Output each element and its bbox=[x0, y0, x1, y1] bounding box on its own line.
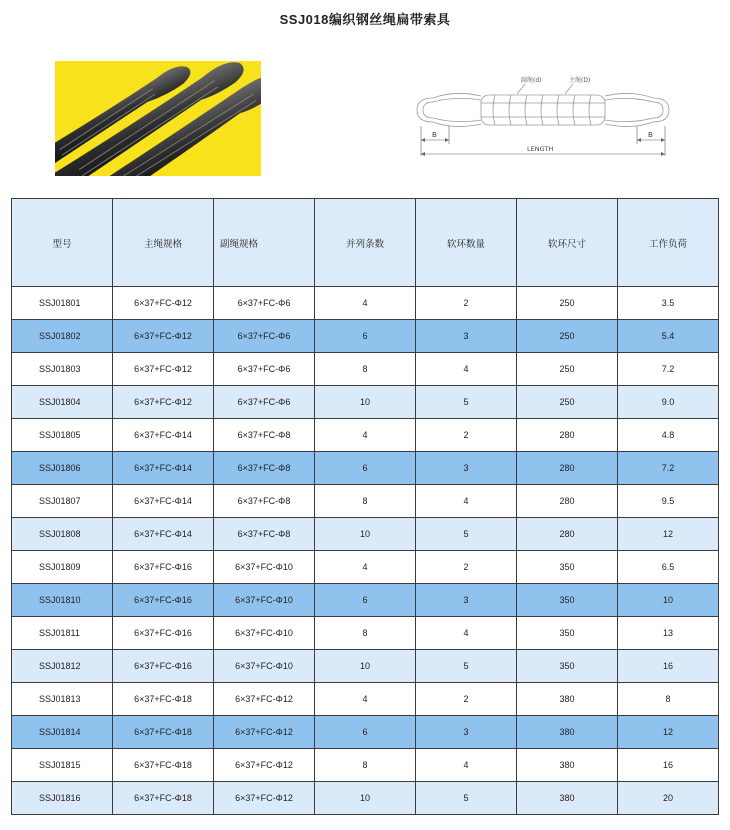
cell-parallel-strands: 8 bbox=[315, 485, 416, 518]
cell-parallel-strands: 8 bbox=[315, 617, 416, 650]
cell-secondary-rope-spec: 6×37+FC-Φ12 bbox=[214, 749, 315, 782]
cell-model: SSJ01816 bbox=[12, 782, 113, 815]
cell-parallel-strands: 8 bbox=[315, 749, 416, 782]
cell-soft-eye-size: 350 bbox=[517, 650, 618, 683]
table-row bbox=[12, 287, 719, 320]
diagram-label-b-right: B bbox=[648, 131, 653, 139]
table-row bbox=[12, 320, 719, 353]
cell-model: SSJ01809 bbox=[12, 551, 113, 584]
cell-model: SSJ01806 bbox=[12, 452, 113, 485]
cell-model: SSJ01805 bbox=[12, 419, 113, 452]
cell-working-load: 12 bbox=[618, 518, 719, 551]
cell-model: SSJ01804 bbox=[12, 386, 113, 419]
cell-soft-eye-size: 380 bbox=[517, 782, 618, 815]
cell-secondary-rope-spec: 6×37+FC-Φ12 bbox=[214, 683, 315, 716]
cell-soft-eye-size: 280 bbox=[517, 485, 618, 518]
cell-main-rope-spec: 6×37+FC-Φ14 bbox=[113, 518, 214, 551]
table-row bbox=[12, 584, 719, 617]
cell-model: SSJ01812 bbox=[12, 650, 113, 683]
table-row bbox=[12, 551, 719, 584]
table-row bbox=[12, 386, 719, 419]
cell-soft-eye-size: 380 bbox=[517, 716, 618, 749]
cell-soft-eye-count: 3 bbox=[416, 320, 517, 353]
cell-working-load: 8 bbox=[618, 683, 719, 716]
cell-soft-eye-size: 280 bbox=[517, 419, 618, 452]
cell-parallel-strands: 10 bbox=[315, 518, 416, 551]
table-row bbox=[12, 617, 719, 650]
cell-main-rope-spec: 6×37+FC-Φ16 bbox=[113, 617, 214, 650]
cell-soft-eye-count: 3 bbox=[416, 716, 517, 749]
header-parallel-strands: 并列条数 bbox=[315, 199, 416, 287]
table-row bbox=[12, 485, 719, 518]
cell-main-rope-spec: 6×37+FC-Φ14 bbox=[113, 452, 214, 485]
cell-parallel-strands: 10 bbox=[315, 650, 416, 683]
cell-model: SSJ01802 bbox=[12, 320, 113, 353]
table-row bbox=[12, 782, 719, 815]
cell-secondary-rope-spec: 6×37+FC-Φ8 bbox=[214, 518, 315, 551]
cell-model: SSJ01808 bbox=[12, 518, 113, 551]
cell-parallel-strands: 4 bbox=[315, 287, 416, 320]
cell-parallel-strands: 6 bbox=[315, 320, 416, 353]
table-row bbox=[12, 452, 719, 485]
cell-secondary-rope-spec: 6×37+FC-Φ6 bbox=[214, 320, 315, 353]
spec-table bbox=[11, 198, 719, 815]
cell-secondary-rope-spec: 6×37+FC-Φ10 bbox=[214, 617, 315, 650]
cell-soft-eye-count: 4 bbox=[416, 353, 517, 386]
cell-working-load: 13 bbox=[618, 617, 719, 650]
product-photo bbox=[55, 61, 261, 176]
cell-soft-eye-count: 4 bbox=[416, 617, 517, 650]
cell-working-load: 9.5 bbox=[618, 485, 719, 518]
cell-soft-eye-size: 380 bbox=[517, 683, 618, 716]
page-title: SSJ018编织钢丝绳扁带索具 bbox=[279, 12, 451, 27]
cell-secondary-rope-spec: 6×37+FC-Φ12 bbox=[214, 716, 315, 749]
cell-working-load: 10 bbox=[618, 584, 719, 617]
cell-working-load: 12 bbox=[618, 716, 719, 749]
cell-working-load: 7.2 bbox=[618, 353, 719, 386]
table-row bbox=[12, 683, 719, 716]
header-secondary-rope-spec: 副绳规格 bbox=[214, 199, 315, 287]
cell-parallel-strands: 6 bbox=[315, 584, 416, 617]
diagram-label-main: 主绳(D) bbox=[569, 77, 591, 84]
cell-soft-eye-size: 250 bbox=[517, 353, 618, 386]
cell-parallel-strands: 4 bbox=[315, 551, 416, 584]
cell-soft-eye-size: 280 bbox=[517, 452, 618, 485]
cell-working-load: 5.4 bbox=[618, 320, 719, 353]
cell-working-load: 16 bbox=[618, 749, 719, 782]
header-soft-eye-size: 软环尺寸 bbox=[517, 199, 618, 287]
cell-main-rope-spec: 6×37+FC-Φ12 bbox=[113, 320, 214, 353]
header-model: 型号 bbox=[12, 199, 113, 287]
cell-soft-eye-size: 250 bbox=[517, 320, 618, 353]
cell-soft-eye-size: 350 bbox=[517, 617, 618, 650]
cell-parallel-strands: 10 bbox=[315, 782, 416, 815]
cell-soft-eye-count: 5 bbox=[416, 782, 517, 815]
cell-parallel-strands: 4 bbox=[315, 683, 416, 716]
cell-soft-eye-count: 2 bbox=[416, 287, 517, 320]
cell-parallel-strands: 6 bbox=[315, 716, 416, 749]
cell-soft-eye-size: 280 bbox=[517, 518, 618, 551]
cell-secondary-rope-spec: 6×37+FC-Φ8 bbox=[214, 452, 315, 485]
cell-main-rope-spec: 6×37+FC-Φ16 bbox=[113, 551, 214, 584]
cell-model: SSJ01813 bbox=[12, 683, 113, 716]
cell-parallel-strands: 10 bbox=[315, 386, 416, 419]
table-header-row bbox=[12, 199, 719, 287]
cell-main-rope-spec: 6×37+FC-Φ18 bbox=[113, 716, 214, 749]
cell-main-rope-spec: 6×37+FC-Φ18 bbox=[113, 782, 214, 815]
cell-main-rope-spec: 6×37+FC-Φ14 bbox=[113, 419, 214, 452]
cell-model: SSJ01815 bbox=[12, 749, 113, 782]
cell-model: SSJ01807 bbox=[12, 485, 113, 518]
table-row bbox=[12, 716, 719, 749]
cell-soft-eye-count: 5 bbox=[416, 518, 517, 551]
cell-working-load: 20 bbox=[618, 782, 719, 815]
cell-parallel-strands: 8 bbox=[315, 353, 416, 386]
cell-soft-eye-size: 250 bbox=[517, 287, 618, 320]
cell-soft-eye-size: 350 bbox=[517, 584, 618, 617]
cell-main-rope-spec: 6×37+FC-Φ14 bbox=[113, 485, 214, 518]
cell-soft-eye-count: 3 bbox=[416, 452, 517, 485]
sling-diagram bbox=[415, 70, 671, 170]
cell-secondary-rope-spec: 6×37+FC-Φ12 bbox=[214, 782, 315, 815]
table-row bbox=[12, 518, 719, 551]
cell-soft-eye-count: 2 bbox=[416, 419, 517, 452]
table-row bbox=[12, 419, 719, 452]
header-main-rope-spec: 主绳规格 bbox=[113, 199, 214, 287]
cell-main-rope-spec: 6×37+FC-Φ12 bbox=[113, 287, 214, 320]
cell-soft-eye-count: 5 bbox=[416, 386, 517, 419]
cell-soft-eye-count: 2 bbox=[416, 683, 517, 716]
table-row bbox=[12, 650, 719, 683]
cell-model: SSJ01810 bbox=[12, 584, 113, 617]
cell-soft-eye-count: 4 bbox=[416, 485, 517, 518]
table-body bbox=[12, 287, 719, 815]
cell-working-load: 3.5 bbox=[618, 287, 719, 320]
cell-parallel-strands: 4 bbox=[315, 419, 416, 452]
diagram-label-b-left: B bbox=[432, 131, 437, 139]
cell-main-rope-spec: 6×37+FC-Φ16 bbox=[113, 584, 214, 617]
cell-secondary-rope-spec: 6×37+FC-Φ6 bbox=[214, 386, 315, 419]
cell-model: SSJ01814 bbox=[12, 716, 113, 749]
cell-soft-eye-count: 2 bbox=[416, 551, 517, 584]
cell-parallel-strands: 6 bbox=[315, 452, 416, 485]
cell-main-rope-spec: 6×37+FC-Φ18 bbox=[113, 683, 214, 716]
cell-main-rope-spec: 6×37+FC-Φ16 bbox=[113, 650, 214, 683]
cell-soft-eye-count: 4 bbox=[416, 749, 517, 782]
cell-soft-eye-count: 3 bbox=[416, 584, 517, 617]
cell-secondary-rope-spec: 6×37+FC-Φ10 bbox=[214, 551, 315, 584]
cell-model: SSJ01803 bbox=[12, 353, 113, 386]
cell-soft-eye-count: 5 bbox=[416, 650, 517, 683]
cell-secondary-rope-spec: 6×37+FC-Φ8 bbox=[214, 485, 315, 518]
cell-working-load: 16 bbox=[618, 650, 719, 683]
header-soft-eye-count: 软环数量 bbox=[416, 199, 517, 287]
cell-secondary-rope-spec: 6×37+FC-Φ8 bbox=[214, 419, 315, 452]
header-working-load: 工作负荷 bbox=[618, 199, 719, 287]
cell-secondary-rope-spec: 6×37+FC-Φ6 bbox=[214, 287, 315, 320]
cell-soft-eye-size: 250 bbox=[517, 386, 618, 419]
sling-photo-image bbox=[55, 61, 261, 176]
cell-soft-eye-size: 380 bbox=[517, 749, 618, 782]
cell-model: SSJ01801 bbox=[12, 287, 113, 320]
cell-secondary-rope-spec: 6×37+FC-Φ6 bbox=[214, 353, 315, 386]
diagram-label-secondary: 副绳(d) bbox=[521, 77, 542, 84]
cell-soft-eye-size: 350 bbox=[517, 551, 618, 584]
cell-main-rope-spec: 6×37+FC-Φ12 bbox=[113, 386, 214, 419]
cell-model: SSJ01811 bbox=[12, 617, 113, 650]
cell-working-load: 6.5 bbox=[618, 551, 719, 584]
cell-secondary-rope-spec: 6×37+FC-Φ10 bbox=[214, 584, 315, 617]
cell-main-rope-spec: 6×37+FC-Φ12 bbox=[113, 353, 214, 386]
cell-secondary-rope-spec: 6×37+FC-Φ10 bbox=[214, 650, 315, 683]
diagram-label-length: LENGTH bbox=[527, 145, 554, 153]
cell-working-load: 4.8 bbox=[618, 419, 719, 452]
table-row bbox=[12, 749, 719, 782]
cell-working-load: 7.2 bbox=[618, 452, 719, 485]
table-row bbox=[12, 353, 719, 386]
cell-working-load: 9.0 bbox=[618, 386, 719, 419]
cell-main-rope-spec: 6×37+FC-Φ18 bbox=[113, 749, 214, 782]
